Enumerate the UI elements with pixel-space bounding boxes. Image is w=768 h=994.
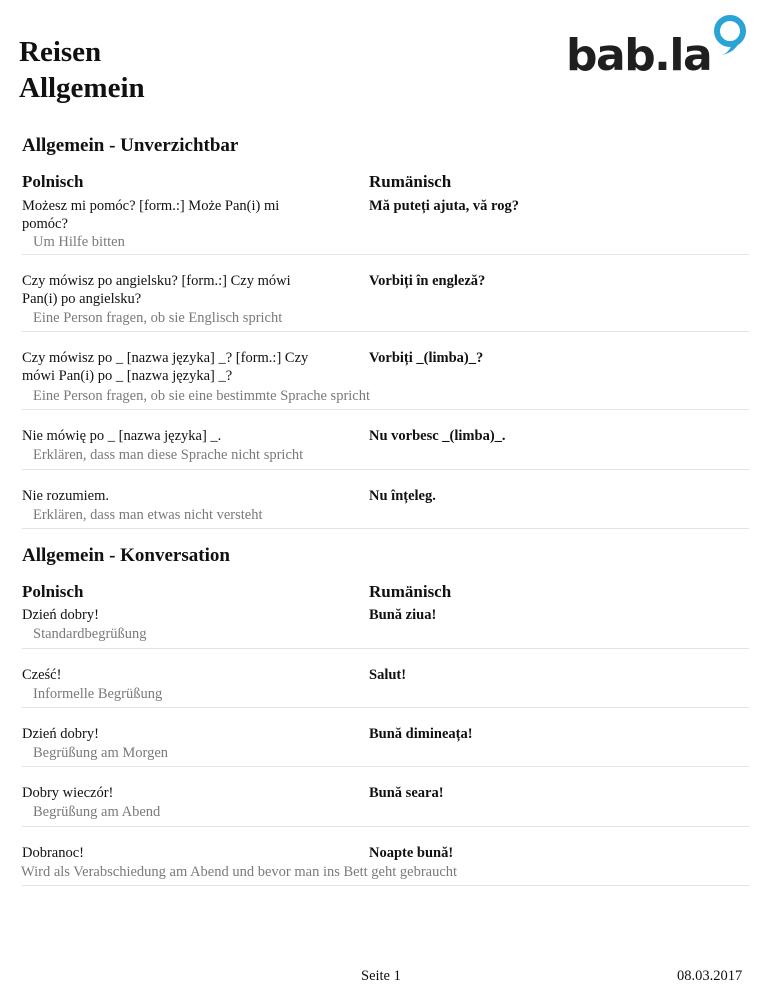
phrase-note: Erklären, dass man etwas nicht versteht — [33, 507, 263, 523]
section-unverzichtbar — [22, 134, 749, 529]
phrase-note: Standardbegrüßung — [33, 626, 147, 642]
column-headers — [22, 581, 749, 603]
page-title — [19, 34, 145, 106]
phrase-entry — [22, 349, 749, 410]
phrase-note: Erklären, dass man diese Sprache nicht spricht — [33, 447, 304, 463]
section-title: Allgemein - Unverzichtbar — [22, 135, 239, 156]
phrase-entry — [22, 427, 749, 470]
phrase-target: Salut! — [369, 667, 407, 683]
phrase-source: Nie rozumiem. — [22, 488, 109, 504]
phrase-entry — [22, 272, 749, 332]
phrase-entry — [22, 784, 749, 827]
logo-text: bab.la — [566, 30, 712, 81]
phrase-source: Czy mówisz po angielsku? [form.:] Czy mówi Pan(i) po angielsku? — [22, 273, 291, 307]
column-header-target: Rumänisch — [369, 172, 452, 191]
phrase-target: Nu înțeleg. — [369, 488, 436, 504]
column-header-source: Polnisch — [22, 582, 84, 601]
phrase-source: Nie mówię po _ [nazwa języka] _. — [22, 428, 222, 444]
phrase-note: Informelle Begrüßung — [33, 686, 163, 702]
phrase-target: Vorbiți în engleză? — [369, 273, 486, 289]
phrase-entry — [22, 487, 749, 529]
section-konversation — [22, 544, 749, 886]
title-line-2: Allgemein — [19, 72, 145, 104]
phrase-target: Bună dimineața! — [369, 726, 473, 742]
column-header-source: Polnisch — [22, 172, 84, 191]
phrase-source: Cześć! — [22, 667, 62, 683]
phrase-source: Dobry wieczór! — [22, 785, 114, 801]
phrase-source: Dzień dobry! — [22, 607, 99, 623]
phrase-source: Dzień dobry! — [22, 726, 99, 742]
phrase-target: Bună ziua! — [369, 607, 437, 623]
title-line-1: Reisen — [19, 36, 102, 68]
phrase-entry — [22, 725, 749, 767]
phrase-note: Begrüßung am Abend — [33, 804, 161, 820]
phrase-entry — [22, 606, 749, 649]
document-date: 08.03.2017 — [677, 968, 743, 984]
phrase-target: Bună seara! — [369, 785, 444, 801]
bab-la-logo — [566, 14, 750, 80]
phrase-note: Eine Person fragen, ob sie eine bestimmte Sprache spricht — [33, 388, 371, 404]
phrase-note: Wird als Verabschiedung am Abend und bevor man ins Bett geht gebraucht — [21, 864, 458, 880]
phrase-note: Begrüßung am Morgen — [33, 745, 169, 761]
phrase-target: Vorbiți _(limba)_? — [369, 350, 484, 366]
phrase-entry — [22, 666, 749, 708]
column-headers — [22, 171, 749, 193]
phrase-note: Eine Person fragen, ob sie Englisch spricht — [33, 310, 283, 326]
section-title: Allgemein - Konversation — [22, 545, 230, 566]
phrase-target: Noapte bună! — [369, 845, 454, 861]
phrase-source: Możesz mi pomóc? [form.:] Może Pan(i) mi pomóc? — [22, 198, 280, 232]
phrase-source: Czy mówisz po _ [nazwa języka] _? [form.:] Czy mówi Pan(i) po _ [nazwa języka] _? — [22, 350, 309, 384]
phrase-source: Dobranoc! — [22, 845, 85, 861]
phrase-entry — [22, 197, 749, 255]
phrase-target: Mă puteți ajuta, vă rog? — [369, 198, 519, 214]
page-number: Seite 1 — [361, 968, 401, 984]
speech-bubble-icon — [710, 14, 750, 56]
phrase-target: Nu vorbesc _(limba)_. — [369, 428, 506, 444]
column-header-target: Rumänisch — [369, 582, 452, 601]
phrase-entry — [22, 844, 749, 886]
phrase-note: Um Hilfe bitten — [33, 234, 125, 250]
